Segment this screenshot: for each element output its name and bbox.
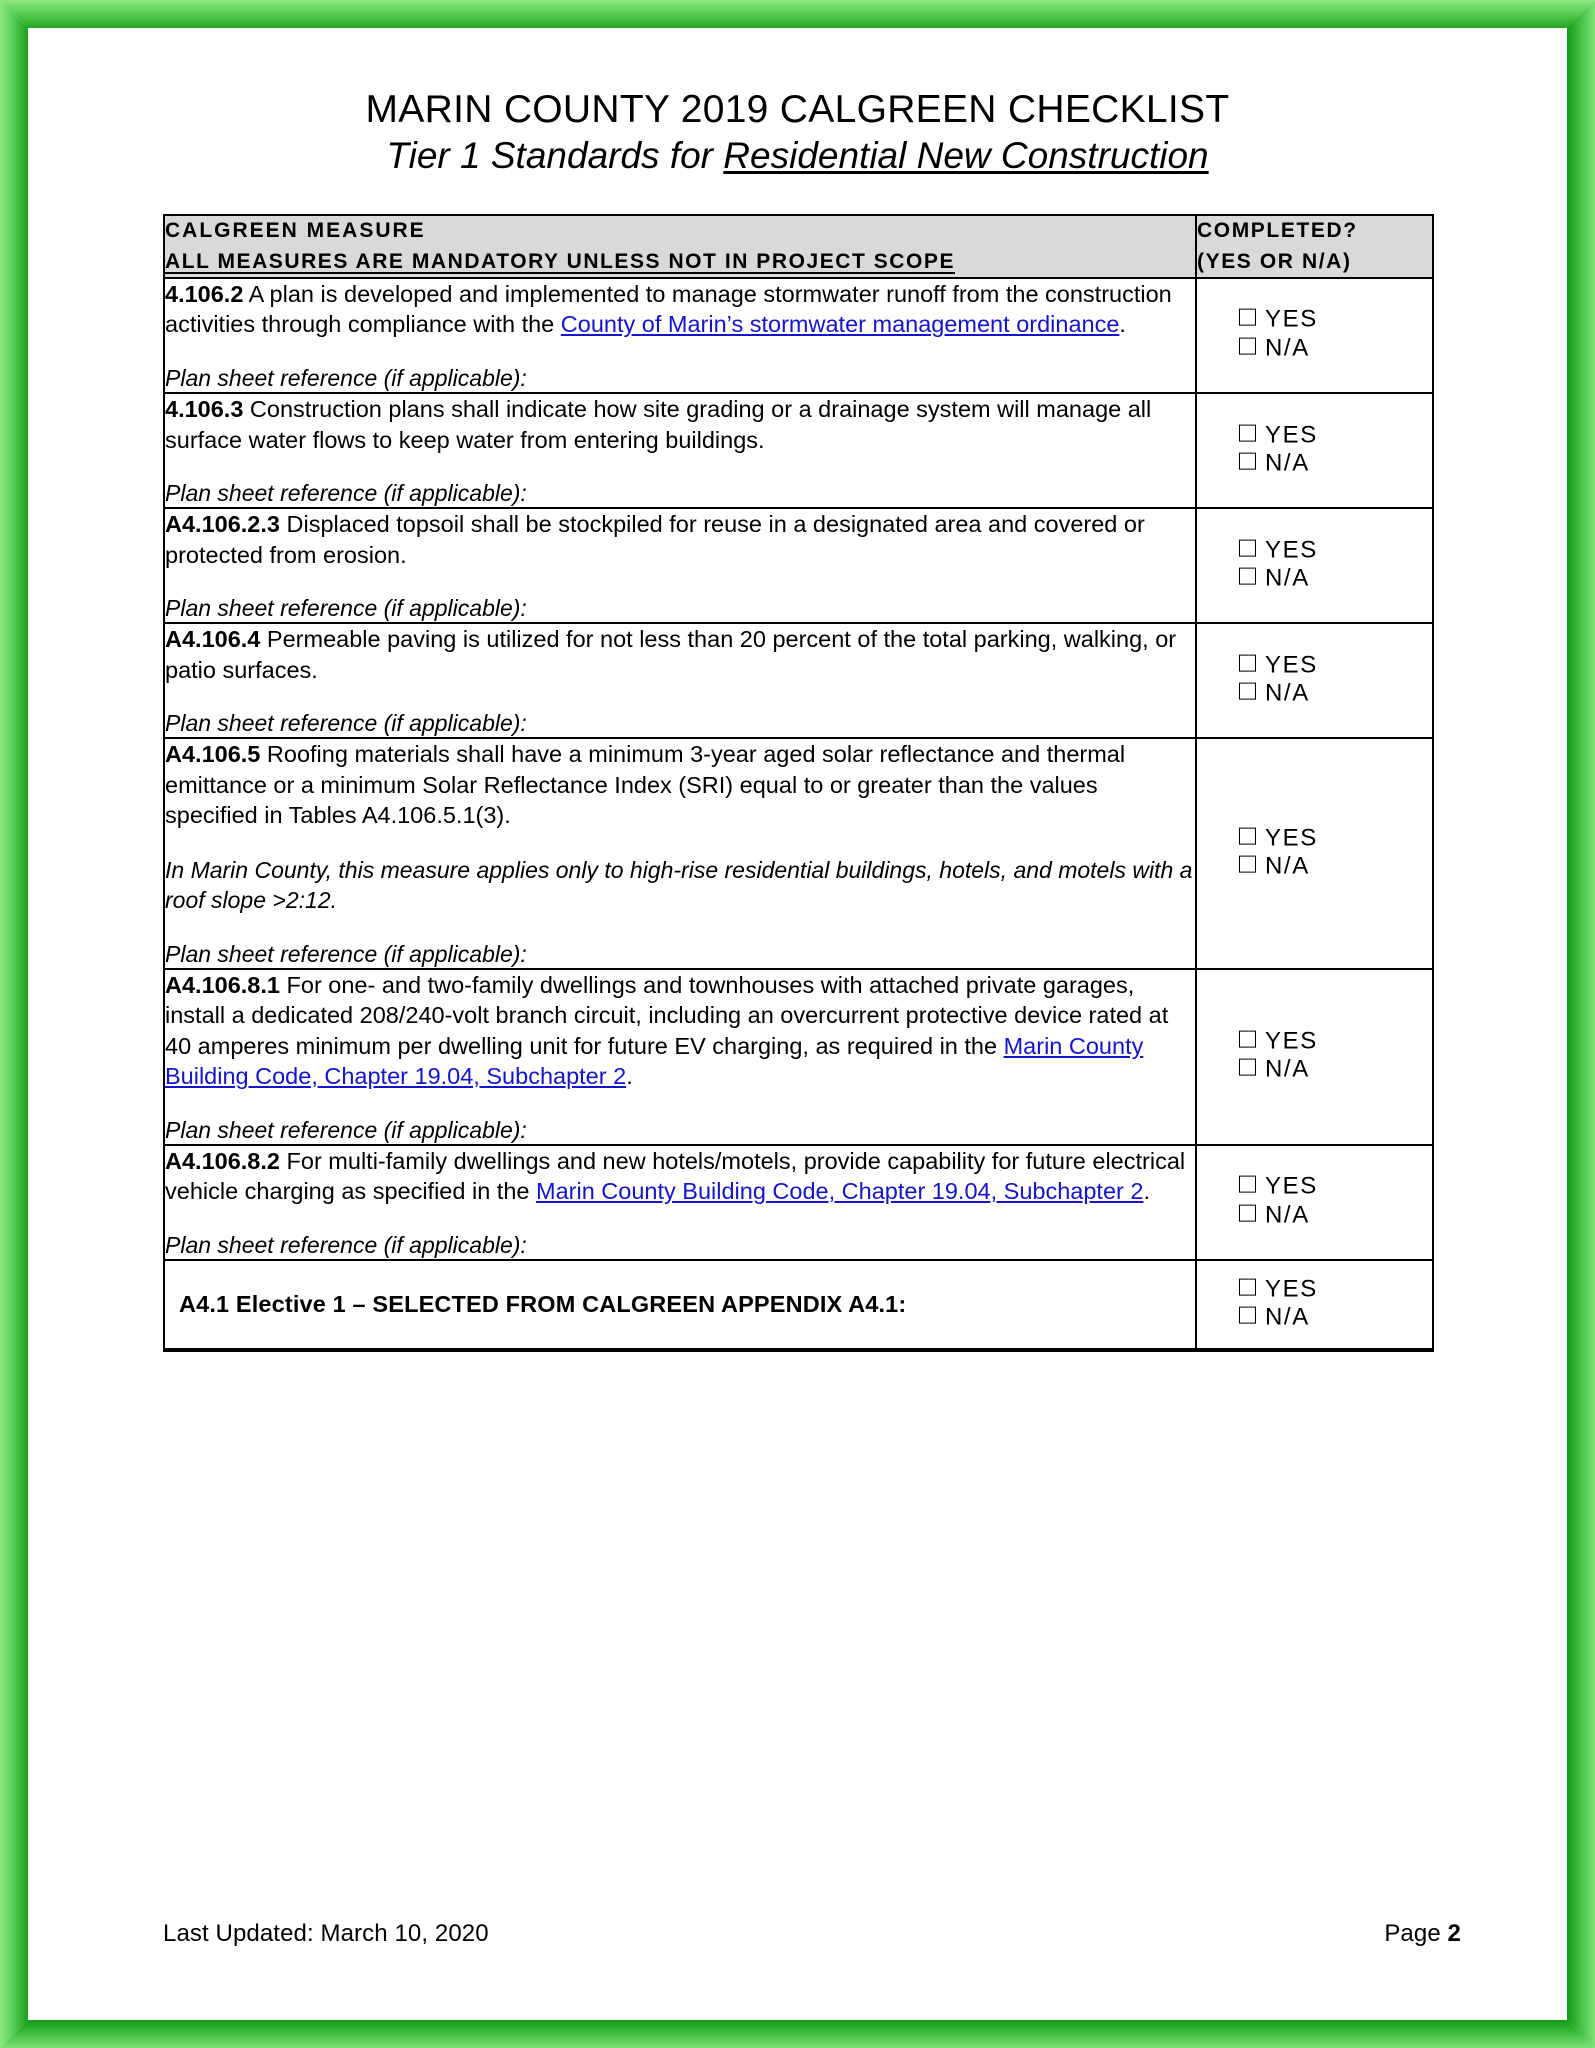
page-label: Page: [1384, 1920, 1448, 1947]
completed-cell: [1196, 508, 1433, 623]
plan-sheet-reference-label: Plan sheet reference (if applicable):: [165, 365, 527, 392]
title-block: [28, 28, 1567, 178]
checkbox-na-label: N/A: [1265, 679, 1310, 707]
measure-code: 4.106.3: [165, 396, 244, 423]
checkbox-yes[interactable]: [1239, 422, 1318, 448]
elective-measure-cell: [164, 1260, 1196, 1350]
measure-note: In Marin County, this measure applies only to high-rise residential buildings, hotels, and motels with a roof slope >2:12.: [165, 856, 1193, 913]
elective-label: A4.1 Elective 1 – SELECTED FROM CALGREEN APPENDIX A4.1:: [179, 1291, 907, 1318]
column-header-measure-line1: CALGREEN MEASURE: [165, 219, 426, 243]
checkbox-yes-label: YES: [1265, 1275, 1318, 1303]
measure-text: [165, 509, 1195, 570]
checkbox-na-label: N/A: [1265, 1303, 1310, 1331]
measure-body-tail: .: [626, 1063, 633, 1090]
checkbox-group: [1239, 1276, 1318, 1333]
checkbox-icon[interactable]: [1239, 856, 1256, 873]
checkbox-na[interactable]: [1239, 681, 1318, 707]
checkbox-na-label: N/A: [1265, 334, 1310, 362]
checkbox-yes[interactable]: [1239, 652, 1318, 678]
page-subtitle: [28, 134, 1567, 178]
checkbox-yes[interactable]: [1239, 1028, 1318, 1054]
measure-text: [165, 279, 1195, 340]
checkbox-icon[interactable]: [1239, 453, 1256, 470]
completed-cell: [1196, 278, 1433, 393]
table-row-elective: [164, 1260, 1433, 1350]
measure-code: A4.106.5: [165, 741, 261, 768]
checkbox-na-label: N/A: [1265, 564, 1310, 592]
table-header-row: [164, 215, 1433, 278]
page-title: MARIN COUNTY 2019 CALGREEN CHECKLIST: [365, 88, 1230, 131]
checkbox-icon[interactable]: [1239, 1204, 1256, 1221]
measure-cell: [164, 738, 1196, 968]
measure-body: For multi-family dwellings and new hotels/motels, provide capability for future electrical vehicle charging as specified in the: [165, 1147, 1186, 1205]
checkbox-na[interactable]: [1239, 335, 1318, 361]
frame-border-bottom: [0, 2020, 1595, 2048]
checkbox-yes-label: YES: [1265, 536, 1318, 564]
measure-text: [165, 739, 1195, 831]
checkbox-yes-label: YES: [1265, 824, 1318, 852]
measure-code: A4.106.2.3: [165, 511, 280, 538]
checkbox-yes[interactable]: [1239, 1174, 1318, 1200]
checkbox-na[interactable]: [1239, 566, 1318, 592]
measure-code: 4.106.2: [165, 280, 244, 307]
measure-body-tail: .: [1119, 311, 1126, 338]
column-header-measure: [164, 215, 1196, 278]
checkbox-yes-label: YES: [1265, 1173, 1318, 1201]
measure-cell: [164, 1145, 1196, 1260]
measure-text: [165, 624, 1195, 685]
checkbox-na[interactable]: [1239, 1305, 1318, 1331]
page-footer: [163, 1920, 1461, 1948]
checkbox-yes-label: YES: [1265, 306, 1318, 334]
table-row: [164, 278, 1433, 393]
checkbox-icon[interactable]: [1239, 1307, 1256, 1324]
measure-body: Roofing materials shall have a minimum 3-year aged solar reflectance and thermal emittance or a minimum Solar Reflectance Index (SRI) equal to or greater than the values specified in Tables A4.106.5.1(3).: [165, 741, 1126, 829]
checkbox-na-label: N/A: [1265, 1201, 1310, 1229]
subtitle-underlined: Residential New Construction: [723, 134, 1209, 176]
checkbox-yes[interactable]: [1239, 307, 1318, 333]
checkbox-na-label: N/A: [1265, 1055, 1310, 1083]
completed-cell: [1196, 969, 1433, 1145]
plan-sheet-reference-label: Plan sheet reference (if applicable):: [165, 595, 527, 622]
measure-code: A4.106.4: [165, 626, 261, 653]
measure-code: A4.106.8.2: [165, 1147, 280, 1174]
column-header-completed-line1: COMPLETED?: [1197, 219, 1358, 243]
measure-link[interactable]: Marin County Building Code, Chapter 19.04, Subchapter 2: [165, 1032, 1144, 1090]
checkbox-icon[interactable]: [1239, 1278, 1256, 1295]
plan-sheet-reference-label: Plan sheet reference (if applicable):: [165, 480, 527, 507]
measure-body: For one- and two-family dwellings and townhouses with attached private garages, install a dedicated 208/240-volt branch circuit, including an overcurrent protective device rated at 40 amperes minimum per dwelling unit for future EV charging, as required in the: [165, 971, 1169, 1059]
measure-cell: [164, 623, 1196, 738]
checkbox-na[interactable]: [1239, 1057, 1318, 1083]
checkbox-yes[interactable]: [1239, 537, 1318, 563]
table-row: [164, 393, 1433, 508]
last-updated-text: Last Updated: March 10, 2020: [163, 1920, 489, 1947]
completed-cell: [1196, 623, 1433, 738]
completed-cell: [1196, 393, 1433, 508]
measure-body: A plan is developed and implemented to manage stormwater runoff from the construction activities through compliance with the: [165, 280, 1172, 338]
measure-text: [165, 970, 1195, 1092]
checkbox-na[interactable]: [1239, 854, 1318, 880]
checkbox-yes-label: YES: [1265, 651, 1318, 679]
plan-sheet-reference-label: Plan sheet reference (if applicable):: [165, 940, 527, 967]
frame-border-right: [1567, 0, 1595, 2048]
measure-body: Displaced topsoil shall be stockpiled for reuse in a designated area and covered or protected from erosion.: [165, 511, 1145, 568]
subtitle-prefix: Tier 1 Standards for: [386, 134, 724, 176]
calgreen-checklist-table: [163, 214, 1434, 1352]
column-header-measure-line2: ALL MEASURES ARE MANDATORY UNLESS NOT IN PROJECT SCOPE: [165, 249, 955, 273]
checkbox-icon[interactable]: [1239, 1059, 1256, 1076]
table-row: [164, 623, 1433, 738]
completed-cell: [1196, 1260, 1433, 1350]
checkbox-group: [1239, 307, 1318, 364]
measure-text: [165, 394, 1195, 455]
checkbox-icon[interactable]: [1239, 654, 1256, 671]
table-body: [164, 278, 1433, 1350]
table-row: [164, 1145, 1433, 1260]
measure-cell: [164, 393, 1196, 508]
checkbox-icon[interactable]: [1239, 1176, 1256, 1193]
plan-sheet-reference-label: Plan sheet reference (if applicable):: [165, 710, 527, 737]
checkbox-na-label: N/A: [1265, 852, 1310, 880]
frame-border-left: [0, 0, 28, 2048]
completed-cell: [1196, 738, 1433, 968]
page-number: [1384, 1920, 1461, 1948]
checkbox-group: [1239, 652, 1318, 709]
measure-link[interactable]: County of Marin’s stormwater management ordinance: [560, 311, 1120, 338]
checkbox-yes[interactable]: [1239, 1276, 1318, 1302]
checkbox-na-label: N/A: [1265, 449, 1310, 477]
checkbox-icon[interactable]: [1239, 424, 1256, 441]
checkbox-yes[interactable]: [1239, 825, 1318, 851]
measure-cell: [164, 508, 1196, 623]
checkbox-na[interactable]: [1239, 451, 1318, 477]
measure-body: Construction plans shall indicate how site grading or a drainage system will manage all surface water flows to keep water from entering buildings.: [165, 396, 1152, 453]
measure-link[interactable]: Marin County Building Code, Chapter 19.04, Subchapter 2: [536, 1178, 1144, 1205]
checkbox-yes-label: YES: [1265, 1027, 1318, 1055]
checklist-table-wrapper: [163, 214, 1432, 1352]
checkbox-icon[interactable]: [1239, 1030, 1256, 1047]
checkbox-icon[interactable]: [1239, 539, 1256, 556]
checkbox-group: [1239, 1174, 1318, 1231]
checkbox-group: [1239, 825, 1318, 882]
checkbox-group: [1239, 537, 1318, 594]
plan-sheet-reference-label: Plan sheet reference (if applicable):: [165, 1232, 527, 1259]
measure-cell: [164, 969, 1196, 1145]
measure-text: [165, 1146, 1195, 1207]
table-head: [164, 215, 1433, 278]
checkbox-na[interactable]: [1239, 1202, 1318, 1228]
measure-code: A4.106.8.1: [165, 971, 280, 998]
checkbox-icon[interactable]: [1239, 827, 1256, 844]
checkbox-group: [1239, 422, 1318, 479]
document-sheet: [28, 28, 1567, 2020]
column-header-completed: [1196, 215, 1433, 278]
measure-body-tail: .: [1143, 1178, 1150, 1205]
column-header-completed-line2: (YES OR N/A): [1197, 249, 1352, 273]
table-row: [164, 738, 1433, 968]
table-row: [164, 969, 1433, 1145]
page-number-value: 2: [1447, 1920, 1461, 1947]
table-row: [164, 508, 1433, 623]
checkbox-icon[interactable]: [1239, 337, 1256, 354]
measure-body: Permeable paving is utilized for not less than 20 percent of the total parking, walking, or patio surfaces.: [165, 626, 1177, 683]
plan-sheet-reference-label: Plan sheet reference (if applicable):: [165, 1116, 527, 1143]
checkbox-yes-label: YES: [1265, 421, 1318, 449]
measure-cell: [164, 278, 1196, 393]
frame-border-top: [0, 0, 1595, 28]
checkbox-icon[interactable]: [1239, 568, 1256, 585]
checkbox-icon[interactable]: [1239, 683, 1256, 700]
checkbox-icon[interactable]: [1239, 309, 1256, 326]
completed-cell: [1196, 1145, 1433, 1260]
checkbox-group: [1239, 1028, 1318, 1085]
